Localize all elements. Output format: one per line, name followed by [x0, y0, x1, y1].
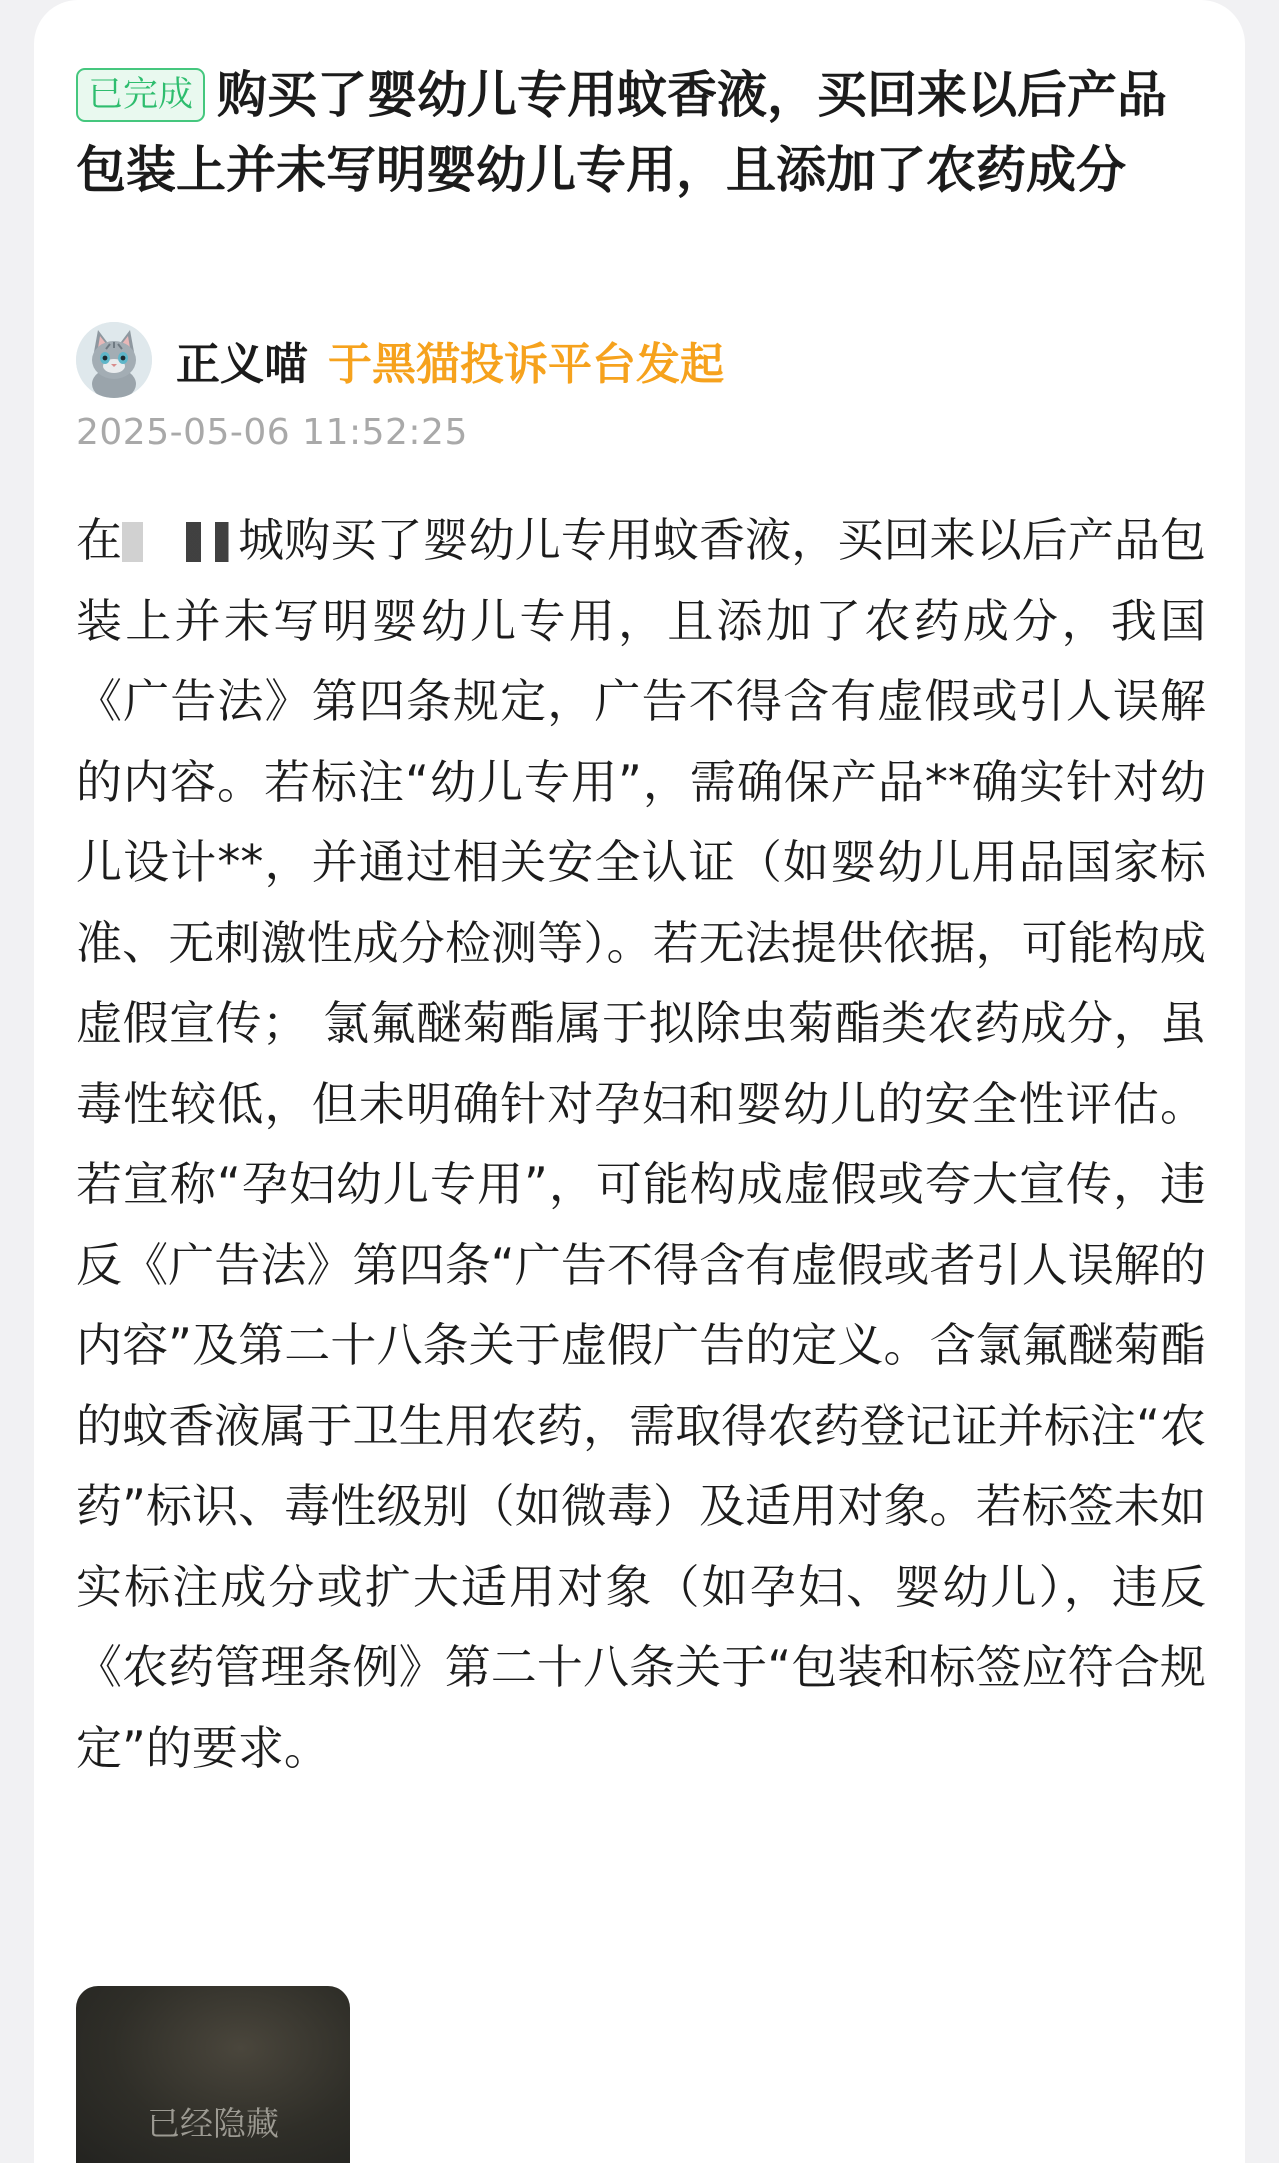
- redacted-text-icon: [122, 522, 238, 562]
- status-badge: 已完成: [76, 68, 205, 122]
- hidden-attachment[interactable]: [76, 1986, 350, 2163]
- hidden-attachment-label: 已经隐藏: [147, 2104, 279, 2143]
- post-body-prefix: 在: [76, 513, 123, 567]
- author-row: [76, 322, 1176, 398]
- cat-avatar-icon[interactable]: [76, 322, 152, 398]
- post-body: [76, 500, 1206, 1788]
- post-title-text: 购买了婴幼儿专用蚊香液，买回来以后产品包装上并未写明婴幼儿专用，且添加了农药成分: [76, 66, 1168, 199]
- author-name[interactable]: 正义喵: [176, 339, 308, 390]
- complaint-card: [34, 0, 1245, 2163]
- post-body-text: 城购买了婴幼儿专用蚊香液，买回来以后产品包装上并未写明婴幼儿专用，且添加了农药成分，我国《广告法》第四条规定，广告不得含有虚假或引人误解的内容。若标注“幼儿专用”，需确保产品**确实针对幼儿设计**，并通过相关安全认证（如婴幼儿用品国家标准、无刺激性成分检测等）。若无法提供依据，可能构成虚假宣传； 氯氟醚菊酯属于拟除虫菊酯类农药成分，虽毒性较低，但未明确针对孕妇和婴幼儿的安全性评估。若宣称“孕妇幼儿专用”，可能构成虚假或夸大宣传，违反《广告法》第四条“广告不得含有虚假或者引人误解的内容”及第二十八条关于虚假广告的定义。含氯氟醚菊酯的蚊香液属于卫生用农药，需取得农药登记证并标注“农药”标识、毒性级别（如微毒）及适用对象。若标签未如实标注成分或扩大适用对象（如孕妇、婴幼儿），违反《农药管理条例》第二十八条关于“包装和标签应符合规定”的要求。: [76, 513, 1207, 1775]
- origin-platform[interactable]: 于黑猫投诉平台发起: [328, 339, 724, 390]
- post-timestamp: 2025-05-06 11:52:25: [76, 412, 468, 453]
- post-title: [76, 58, 1196, 208]
